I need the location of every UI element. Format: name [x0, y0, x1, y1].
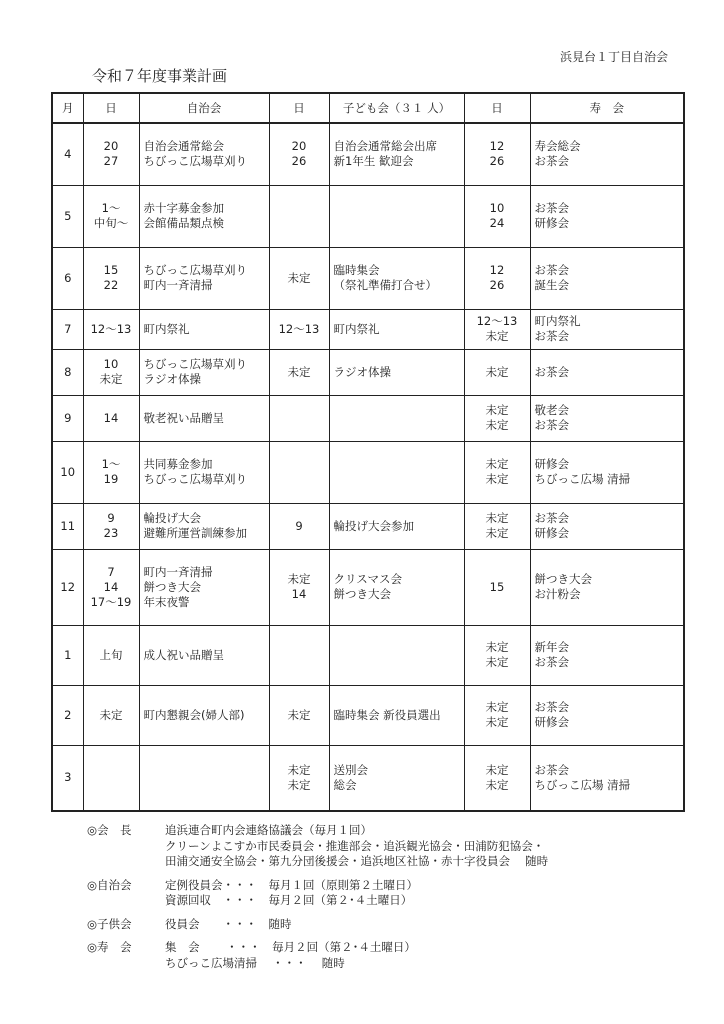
table-row — [52, 549, 684, 625]
note-block — [87, 823, 548, 870]
kotobuki-event-cell: お茶会 — [530, 349, 684, 395]
header-month: 月 — [52, 93, 83, 123]
note-label: ◎子供会 — [87, 916, 132, 931]
header-kotobukikai: 寿 会 — [530, 93, 684, 123]
month-cell: 8 — [52, 349, 83, 395]
note-line: 集 会 ・・・ 毎月２回（第２･４土曜日） — [165, 940, 416, 954]
kotobuki-event-cell: 敬老会 お茶会 — [530, 395, 684, 441]
table-row — [52, 185, 684, 247]
note-block — [87, 878, 548, 909]
kodomo-day-cell: 未定 未定 — [269, 745, 329, 811]
jichikai-day-cell: 1～ 19 — [83, 441, 139, 503]
jichikai-event-cell: ちびっこ広場草刈り 町内一斉清掃 — [139, 247, 269, 309]
note-line: 資源回収 ・・・ 毎月２回（第２･４土曜日） — [165, 893, 413, 907]
jichikai-day-cell: 上旬 — [83, 625, 139, 685]
jichikai-event-cell — [139, 745, 269, 811]
organization-name: 浜見台１丁目自治会 — [560, 50, 669, 64]
note-label: ◎自治会 — [87, 877, 132, 892]
kodomo-day-cell — [269, 395, 329, 441]
kodomo-day-cell: 9 — [269, 503, 329, 549]
kotobuki-day-cell: 12～13 未定 — [464, 309, 530, 349]
month-cell: 11 — [52, 503, 83, 549]
jichikai-day-cell: 10 未定 — [83, 349, 139, 395]
notes-section — [87, 823, 548, 979]
kodomo-event-cell — [329, 625, 464, 685]
note-label — [87, 839, 165, 855]
month-cell: 10 — [52, 441, 83, 503]
table-row — [52, 123, 684, 185]
kodomo-day-cell: 未定 14 — [269, 549, 329, 625]
month-cell: 6 — [52, 247, 83, 309]
header-day-jichikai: 日 — [83, 93, 139, 123]
jichikai-event-cell: 町内一斉清掃 餅つき大会 年末夜警 — [139, 549, 269, 625]
jichikai-day-cell: 12～13 — [83, 309, 139, 349]
kotobuki-event-cell: お茶会 ちびっこ広場 清掃 — [530, 745, 684, 811]
month-cell: 9 — [52, 395, 83, 441]
kodomo-day-cell: 未定 — [269, 247, 329, 309]
jichikai-day-cell: 7 14 17～19 — [83, 549, 139, 625]
header-day-kotobuki: 日 — [464, 93, 530, 123]
jichikai-event-cell: 町内祭礼 — [139, 309, 269, 349]
table-header-row — [52, 93, 684, 123]
kotobuki-event-cell: お茶会 研修会 — [530, 685, 684, 745]
note-line: 田浦交通安全協会・第九分団後援会・追浜地区社協・赤十字役員会 随時 — [165, 854, 549, 868]
kotobuki-event-cell: 餅つき大会 お汁粉会 — [530, 549, 684, 625]
kotobuki-day-cell: 未定 未定 — [464, 745, 530, 811]
kotobuki-day-cell: 未定 未定 — [464, 625, 530, 685]
kotobuki-day-cell: 未定 未定 — [464, 441, 530, 503]
table-row — [52, 685, 684, 745]
table-row — [52, 745, 684, 811]
jichikai-day-cell — [83, 745, 139, 811]
table-row — [52, 247, 684, 309]
kodomo-event-cell — [329, 441, 464, 503]
note-block — [87, 917, 548, 933]
kotobuki-day-cell: 未定 — [464, 349, 530, 395]
kodomo-event-cell: 臨時集会 （祭礼準備打合せ） — [329, 247, 464, 309]
header-day-kodomo: 日 — [269, 93, 329, 123]
jichikai-day-cell: 15 22 — [83, 247, 139, 309]
kotobuki-event-cell: 町内祭礼 お茶会 — [530, 309, 684, 349]
table-row — [52, 503, 684, 549]
kotobuki-event-cell: お茶会 研修会 — [530, 185, 684, 247]
jichikai-day-cell: 9 23 — [83, 503, 139, 549]
jichikai-day-cell: 14 — [83, 395, 139, 441]
kotobuki-day-cell: 未定 未定 — [464, 685, 530, 745]
kotobuki-event-cell: お茶会 誕生会 — [530, 247, 684, 309]
table-row — [52, 309, 684, 349]
note-line: 追浜連合町内会連絡協議会（毎月１回） — [165, 823, 372, 837]
kodomo-day-cell: 未定 — [269, 685, 329, 745]
kotobuki-day-cell: 未定 未定 — [464, 503, 530, 549]
kodomo-event-cell — [329, 395, 464, 441]
kodomo-event-cell: 自治会通常総会出席 新1年生 歓迎会 — [329, 123, 464, 185]
kotobuki-event-cell: 新年会 お茶会 — [530, 625, 684, 685]
jichikai-day-cell: 未定 — [83, 685, 139, 745]
kotobuki-day-cell: 15 — [464, 549, 530, 625]
kodomo-day-cell — [269, 441, 329, 503]
kotobuki-day-cell: 未定 未定 — [464, 395, 530, 441]
table-row — [52, 441, 684, 503]
page-title: 令和７年度事業計画 — [92, 67, 228, 85]
month-cell: 12 — [52, 549, 83, 625]
note-line: クリーンよこすか市民委員会・推進部会・追浜観光協会・田浦防犯協会・ — [165, 838, 545, 853]
kodomo-event-cell: 輪投げ大会参加 — [329, 503, 464, 549]
jichikai-event-cell: 共同募金参加 ちびっこ広場草刈り — [139, 441, 269, 503]
table-row — [52, 395, 684, 441]
month-cell: 7 — [52, 309, 83, 349]
kodomo-day-cell — [269, 185, 329, 247]
month-cell: 4 — [52, 123, 83, 185]
kotobuki-day-cell: 10 24 — [464, 185, 530, 247]
jichikai-event-cell: 敬老祝い品贈呈 — [139, 395, 269, 441]
kodomo-event-cell: クリスマス会 餅つき大会 — [329, 549, 464, 625]
note-label — [87, 893, 165, 909]
kodomo-day-cell: 20 26 — [269, 123, 329, 185]
header-jichikai: 自治会 — [139, 93, 269, 123]
month-cell: 1 — [52, 625, 83, 685]
header-kodomokai: 子ども会（３１ 人） — [329, 93, 464, 123]
note-line: 定例役員会・・・ 毎月１回（原則第２土曜日） — [165, 877, 418, 892]
jichikai-event-cell: 成人祝い品贈呈 — [139, 625, 269, 685]
month-cell: 3 — [52, 745, 83, 811]
note-block — [87, 940, 548, 971]
month-cell: 2 — [52, 685, 83, 745]
kodomo-day-cell: 未定 — [269, 349, 329, 395]
jichikai-event-cell: 輪投げ大会 避難所運営訓練参加 — [139, 503, 269, 549]
table-row — [52, 625, 684, 685]
note-label — [87, 854, 165, 870]
jichikai-event-cell: 町内懇親会(婦人部) — [139, 685, 269, 745]
note-label: ◎寿 会 — [87, 940, 132, 954]
jichikai-day-cell: 1～ 中旬～ — [83, 185, 139, 247]
jichikai-event-cell: ちびっこ広場草刈り ラジオ体操 — [139, 349, 269, 395]
schedule-table — [51, 92, 685, 812]
kotobuki-day-cell: 12 26 — [464, 123, 530, 185]
kodomo-event-cell: 送別会 総会 — [329, 745, 464, 811]
jichikai-day-cell: 20 27 — [83, 123, 139, 185]
kotobuki-day-cell: 12 26 — [464, 247, 530, 309]
jichikai-event-cell: 赤十字募金参加 会館備品類点検 — [139, 185, 269, 247]
kodomo-event-cell: 町内祭礼 — [329, 309, 464, 349]
kotobuki-event-cell: 寿会総会 お茶会 — [530, 123, 684, 185]
month-cell: 5 — [52, 185, 83, 247]
kodomo-day-cell: 12～13 — [269, 309, 329, 349]
note-line: 役員会 ・・・ 随時 — [165, 916, 292, 931]
kodomo-event-cell: 臨時集会 新役員選出 — [329, 685, 464, 745]
table-row — [52, 349, 684, 395]
kotobuki-event-cell: お茶会 研修会 — [530, 503, 684, 549]
kotobuki-event-cell: 研修会 ちびっこ広場 清掃 — [530, 441, 684, 503]
jichikai-event-cell: 自治会通常総会 ちびっこ広場草刈り — [139, 123, 269, 185]
kodomo-event-cell: ラジオ体操 — [329, 349, 464, 395]
kodomo-day-cell — [269, 625, 329, 685]
note-line: ちびっこ広場清掃 ・・・ 随時 — [165, 955, 345, 970]
note-label: ◎会 長 — [87, 823, 132, 837]
kodomo-event-cell — [329, 185, 464, 247]
note-label — [87, 956, 165, 972]
